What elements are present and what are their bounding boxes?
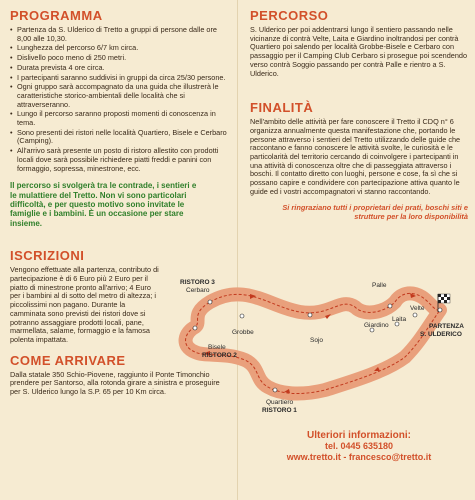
route-map xyxy=(150,272,475,422)
info-web[interactable]: www.tretto.it - francesco@tretto.it xyxy=(286,452,432,462)
percorso-text: S. Ulderico per poi addentrarsi lungo il sentiero passando nelle vicinanze di contrà Velte, Laita e Giardino inoltrandosi per contrà Quartiero poi salendo per località Grobbe-Bisele e Cerbaro con passaggio per il Camping Club Cerbaro si prosegue poi scendendo verso contrà Soggio passando per contrà Palle e rientro a S. Ulderico. xyxy=(250,25,468,78)
green-note: Il percorso si svolgerà tra le contrade, i sentieri e le mulattiere del Tretto. Non vi sono particolari difficoltà, e per questo motivo sono invitate le famiglie e i bambini. È un occasione per stare insieme. xyxy=(10,181,197,228)
point-grobbe xyxy=(240,314,244,318)
come-arrivare-text: Dalla statale 350 Schio-Piovene, raggiunto il Ponte Timonchio prendere per Santorso, alla rotonda girare a sinistra e proseguire per S. Ulderico lungo la S.P. 65 per 10 Km circa. xyxy=(10,369,220,397)
list-item: • Ogni gruppo sarà accompagnato da una guida che illustrerà le caratteristiche storico-ambientali delle località che si attraverseranno. xyxy=(10,83,232,109)
list-item: • Partenza da S. Ulderico di Tretto a gruppi di persone dalle ore 8,00 alle 10,30. xyxy=(10,26,232,43)
point-sojo xyxy=(308,313,312,317)
percorso-title: PERCORSO xyxy=(250,8,329,23)
label-grobbe: Grobbe xyxy=(232,329,254,336)
list-item: • Durata prevista 4 ore circa. xyxy=(10,64,232,73)
point-bisele xyxy=(193,326,197,330)
iscrizioni-text: Vengono effettuate alla partenza, contributo di partecipazione è di 6 Euro più 2 Euro per il piatto di minestrone pronto all'arrivo; 4 Euro per i bambini al di sotto del metro di altezza; i piccolissimi non pagano. Durante la camminata sono previsti dei ristori dove si potranno assaggiare prodotti locali, pane, marmellata, salame, formaggio e la famosa polenta impattata. xyxy=(10,265,159,344)
finalita-text: Nell'ambito delle attività per fare conoscere il Tretto il CDQ n° 6 organizza annualmente questa manifestazione che, portando le persone attraverso i sentieri del Tretto utilizzando delle guide che raccontano e fanno conoscere le attività svolte, le curiosità e le particolarità del territorio cercando di coinvolgere i partecipanti in una attività di conoscenza oltre che di passeggiata attraverso i boschi. Il contatto diretto con luoghi, persone e cose, fa sì che si possano capire e condividere con partecipazione attiva quanto le guide ed i vostri accompagnatori vi stanno raccontando. xyxy=(250,117,461,196)
come-arrivare-title: COME ARRIVARE xyxy=(10,352,126,368)
list-item: • Dislivello poco meno di 250 metri. xyxy=(10,54,232,63)
finalita-title: FINALITÀ xyxy=(250,100,314,116)
label-ristoro1: RISTORO 1 xyxy=(262,407,297,414)
iscrizioni-title: ISCRIZIONI xyxy=(10,248,85,264)
label-palle: Palle xyxy=(372,282,387,289)
info-phone: tel. 0445 635180 xyxy=(324,441,394,451)
point-cerbaro xyxy=(208,300,212,304)
label-partenza: PARTENZA xyxy=(429,323,464,330)
label-quartiero: Quartiero xyxy=(266,399,294,406)
label-cerbaro: Cerbaro xyxy=(186,287,210,294)
list-item: • All'arrivo sarà presente un posto di ristoro allestito con prodotti locali dove sarà possibile richiedere piatti freddi e panini con formaggio, sopressa, minestrone, ecc. xyxy=(10,147,232,173)
fold-line xyxy=(237,0,238,500)
label-giardino: Giardino xyxy=(364,322,389,329)
label-laita: Laita xyxy=(392,316,407,323)
label-s-ulderico: S. ULDERICO xyxy=(420,331,462,338)
info-block xyxy=(250,430,468,463)
list-item: • I partecipanti saranno suddivisi in gruppi da circa 25/30 persone. xyxy=(10,74,232,83)
info-title: Ulteriori informazioni: xyxy=(307,430,411,441)
label-velte: Velte xyxy=(410,305,425,312)
list-item: • Sono presenti dei ristori nelle località Quartiero, Bisele e Cerbaro (Camping). xyxy=(10,129,232,146)
list-item: • Lunghezza del percorso 6/7 km circa. xyxy=(10,44,232,53)
right-column xyxy=(250,8,468,221)
point-palle xyxy=(388,304,392,308)
point-velte xyxy=(413,313,417,317)
point-quartiero xyxy=(273,388,277,392)
label-bisele: Bisele xyxy=(208,344,226,351)
programma-list xyxy=(10,26,232,173)
thanks-note: Si ringraziano tutti i proprietari dei prati, boschi siti e strutture per la loro disponibilità xyxy=(282,202,468,221)
point-partenza xyxy=(438,308,442,312)
label-sojo: Sojo xyxy=(310,337,324,344)
label-ristoro2: RISTORO 2 xyxy=(202,352,237,359)
label-ristoro3: RISTORO 3 xyxy=(180,279,215,286)
list-item: • Lungo il percorso saranno proposti momenti di conoscenza in tema. xyxy=(10,110,232,127)
programma-title: PROGRAMMA xyxy=(10,8,103,23)
